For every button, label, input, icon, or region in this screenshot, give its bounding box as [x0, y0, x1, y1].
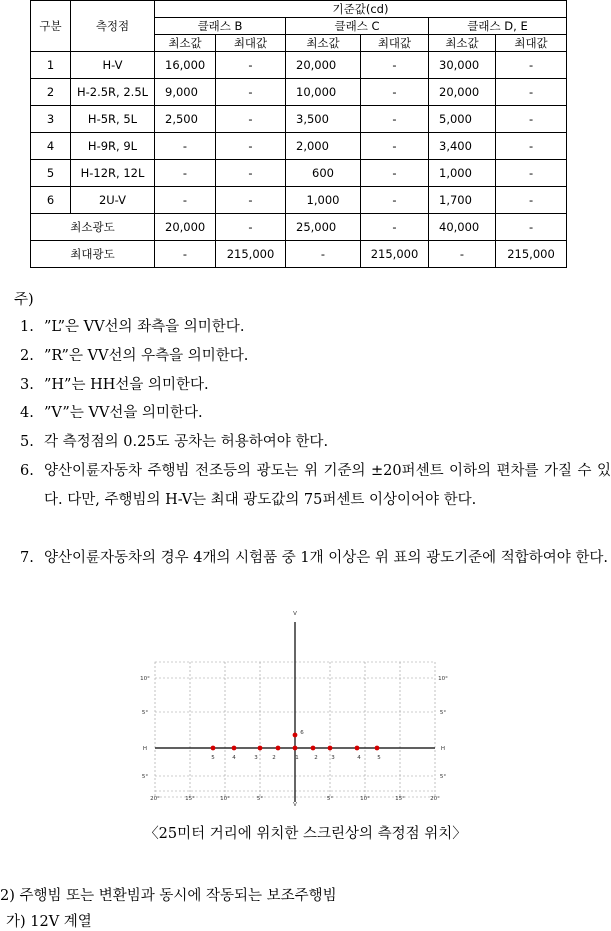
note-text: ”V”는 VV선을 의미한다. [44, 405, 203, 421]
cell-d-max: 215,000 [496, 241, 567, 268]
header-min: 최소값 [155, 35, 216, 52]
y-label: 5° [141, 774, 149, 780]
note-text: 양산이륜자동차의 경우 4개의 시험품 중 1개 이상은 위 표의 광도기준에 적합하여야 한다. [44, 550, 609, 566]
table-row [31, 133, 567, 160]
measurement-point [293, 733, 298, 738]
header-gubun: 구분 [31, 1, 71, 52]
standard-table [30, 0, 567, 268]
cell-d-min: 20,000 [429, 79, 496, 106]
x-label: 5° [256, 796, 264, 802]
cell-no: 6 [31, 187, 71, 214]
cell-b-min: - [155, 160, 216, 187]
cell-d-max: - [496, 52, 567, 79]
cell-b-min: 2,500 [155, 106, 216, 133]
cell-d-min: 1,000 [429, 160, 496, 187]
cell-no: 2 [31, 79, 71, 106]
cell-b-max: 215,000 [216, 241, 286, 268]
h-label-left: H [142, 746, 148, 752]
measurement-point [276, 746, 281, 751]
x-label: 10° [220, 796, 230, 802]
cell-d-max: - [496, 160, 567, 187]
diagram-svg [140, 606, 450, 806]
point-label: 5 [211, 755, 215, 761]
cell-label: 최대광도 [31, 241, 155, 268]
note-number: 3. [20, 377, 34, 393]
x-label: 10° [360, 796, 370, 802]
cell-d-max: - [496, 214, 567, 241]
cell-b-min: - [155, 187, 216, 214]
cell-point: 2U-V [71, 187, 155, 214]
header-max: 최대값 [216, 35, 286, 52]
cell-c-max: 215,000 [361, 241, 429, 268]
cell-b-max: - [216, 160, 286, 187]
cell-label: 최소광도 [31, 214, 155, 241]
x-label: 15° [395, 796, 405, 802]
cell-d-max: - [496, 187, 567, 214]
y-label: 5° [141, 710, 149, 716]
h-label-right: H [440, 746, 446, 752]
section-subheading: 가) 12V 계열 [6, 914, 92, 930]
cell-b-min: - [155, 133, 216, 160]
note-number: 2. [20, 348, 34, 364]
cell-no: 4 [31, 133, 71, 160]
cell-b-max: - [216, 79, 286, 106]
note-text: ”R”은 VV선의 우측을 의미한다. [44, 348, 249, 364]
header-class-de: 클래스 D, E [429, 18, 567, 35]
cell-b-max: - [216, 187, 286, 214]
diagram-caption: 〈25미터 거리에 위치한 스크린상의 측정점 위치〉 [144, 826, 467, 842]
v-label-top: V [293, 611, 297, 617]
cell-c-min: 1,000 [286, 187, 361, 214]
table-row [31, 79, 567, 106]
table-row [31, 106, 567, 133]
cell-d-min: 3,400 [429, 133, 496, 160]
note-number: 6. [20, 463, 34, 479]
measurement-point [211, 746, 216, 751]
cell-c-max: - [361, 133, 429, 160]
y-label: 5° [439, 710, 447, 716]
point-label: 2 [314, 755, 318, 761]
cell-point: H-2.5R, 2.5L [71, 79, 155, 106]
point-label: 4 [357, 755, 361, 761]
note-number: 5. [20, 434, 34, 450]
cell-c-max: - [361, 160, 429, 187]
cell-c-max: - [361, 187, 429, 214]
cell-b-min: 9,000 [155, 79, 216, 106]
table-row-min-luminance [31, 214, 567, 241]
x-label: 15° [185, 796, 195, 802]
measurement-point [355, 746, 360, 751]
note-text: ”H”는 HH선을 의미한다. [44, 377, 209, 393]
table-row [31, 187, 567, 214]
header-standard: 기준값(cd) [155, 1, 567, 18]
point-label: 2 [272, 755, 276, 761]
measurement-point [293, 746, 298, 751]
note-number: 7. [20, 550, 34, 566]
cell-point: H-9R, 9L [71, 133, 155, 160]
x-label: 20° [430, 796, 440, 802]
cell-d-max: - [496, 133, 567, 160]
cell-c-min: 2,000 [286, 133, 361, 160]
note-text: 각 측정점의 0.25도 공차는 허용하여야 한다. [44, 434, 329, 450]
y-label: 10° [140, 676, 150, 682]
cell-point: H-5R, 5L [71, 106, 155, 133]
point-label: 1 [295, 755, 299, 761]
cell-c-min: 25,000 [286, 214, 361, 241]
cell-c-min: 3,500 [286, 106, 361, 133]
measurement-point [375, 746, 380, 751]
notes-title: 주) [14, 292, 34, 308]
point-label: 6 [300, 730, 304, 736]
header-min: 최소값 [429, 35, 496, 52]
cell-c-max: - [361, 52, 429, 79]
point-label: 4 [232, 755, 236, 761]
table-row [31, 52, 567, 79]
header-max: 최대값 [361, 35, 429, 52]
section-heading: 2) 주행빔 또는 변환빔과 동시에 작동되는 보조주행빔 [0, 888, 337, 904]
cell-d-min: 40,000 [429, 214, 496, 241]
cell-b-min: - [155, 241, 216, 268]
cell-point: H-V [71, 52, 155, 79]
cell-b-max: - [216, 214, 286, 241]
cell-d-min: 1,700 [429, 187, 496, 214]
cell-b-max: - [216, 106, 286, 133]
cell-no: 5 [31, 160, 71, 187]
header-point: 측정점 [71, 1, 155, 52]
cell-d-min: 5,000 [429, 106, 496, 133]
point-label: 5 [377, 755, 381, 761]
point-label: 3 [254, 755, 258, 761]
measurement-point-diagram [140, 606, 450, 806]
v-label-bottom: V [293, 802, 297, 806]
cell-c-min: - [286, 241, 361, 268]
header-class-c: 클래스 C [286, 18, 429, 35]
cell-d-min: 30,000 [429, 52, 496, 79]
header-max: 최대값 [496, 35, 567, 52]
cell-c-min: 600 [286, 160, 361, 187]
measurement-point [258, 746, 263, 751]
cell-b-min: 16,000 [155, 52, 216, 79]
table-row-max-luminance [31, 241, 567, 268]
cell-c-min: 20,000 [286, 52, 361, 79]
cell-d-max: - [496, 106, 567, 133]
y-label: 10° [438, 676, 448, 682]
y-label: 5° [439, 774, 447, 780]
point-label: 3 [331, 755, 335, 761]
cell-d-min: - [429, 241, 496, 268]
cell-c-max: - [361, 214, 429, 241]
measurement-point [328, 746, 333, 751]
cell-b-min: 20,000 [155, 214, 216, 241]
cell-b-max: - [216, 52, 286, 79]
note-text: 양산이륜자동차 주행빔 전조등의 광도는 위 기준의 ±20퍼센트 이하의 편차를 가질 수 있다. 다만, 주행빔의 H-V는 최대 광도값의 75퍼센트 이상이어야 한다. [44, 463, 611, 508]
cell-c-max: - [361, 79, 429, 106]
cell-c-min: 10,000 [286, 79, 361, 106]
cell-d-max: - [496, 79, 567, 106]
cell-no: 3 [31, 106, 71, 133]
x-label: 20° [150, 796, 160, 802]
table-row [31, 160, 567, 187]
header-class-b: 클래스 B [155, 18, 286, 35]
cell-b-max: - [216, 133, 286, 160]
cell-no: 1 [31, 52, 71, 79]
x-label: 5° [326, 796, 334, 802]
note-text: ”L”은 VV선의 좌측을 의미한다. [44, 319, 245, 335]
cell-point: H-12R, 12L [71, 160, 155, 187]
measurement-point [311, 746, 316, 751]
cell-c-max: - [361, 106, 429, 133]
header-min: 최소값 [286, 35, 361, 52]
note-number: 1. [20, 319, 34, 335]
note-number: 4. [20, 405, 34, 421]
measurement-point [232, 746, 237, 751]
